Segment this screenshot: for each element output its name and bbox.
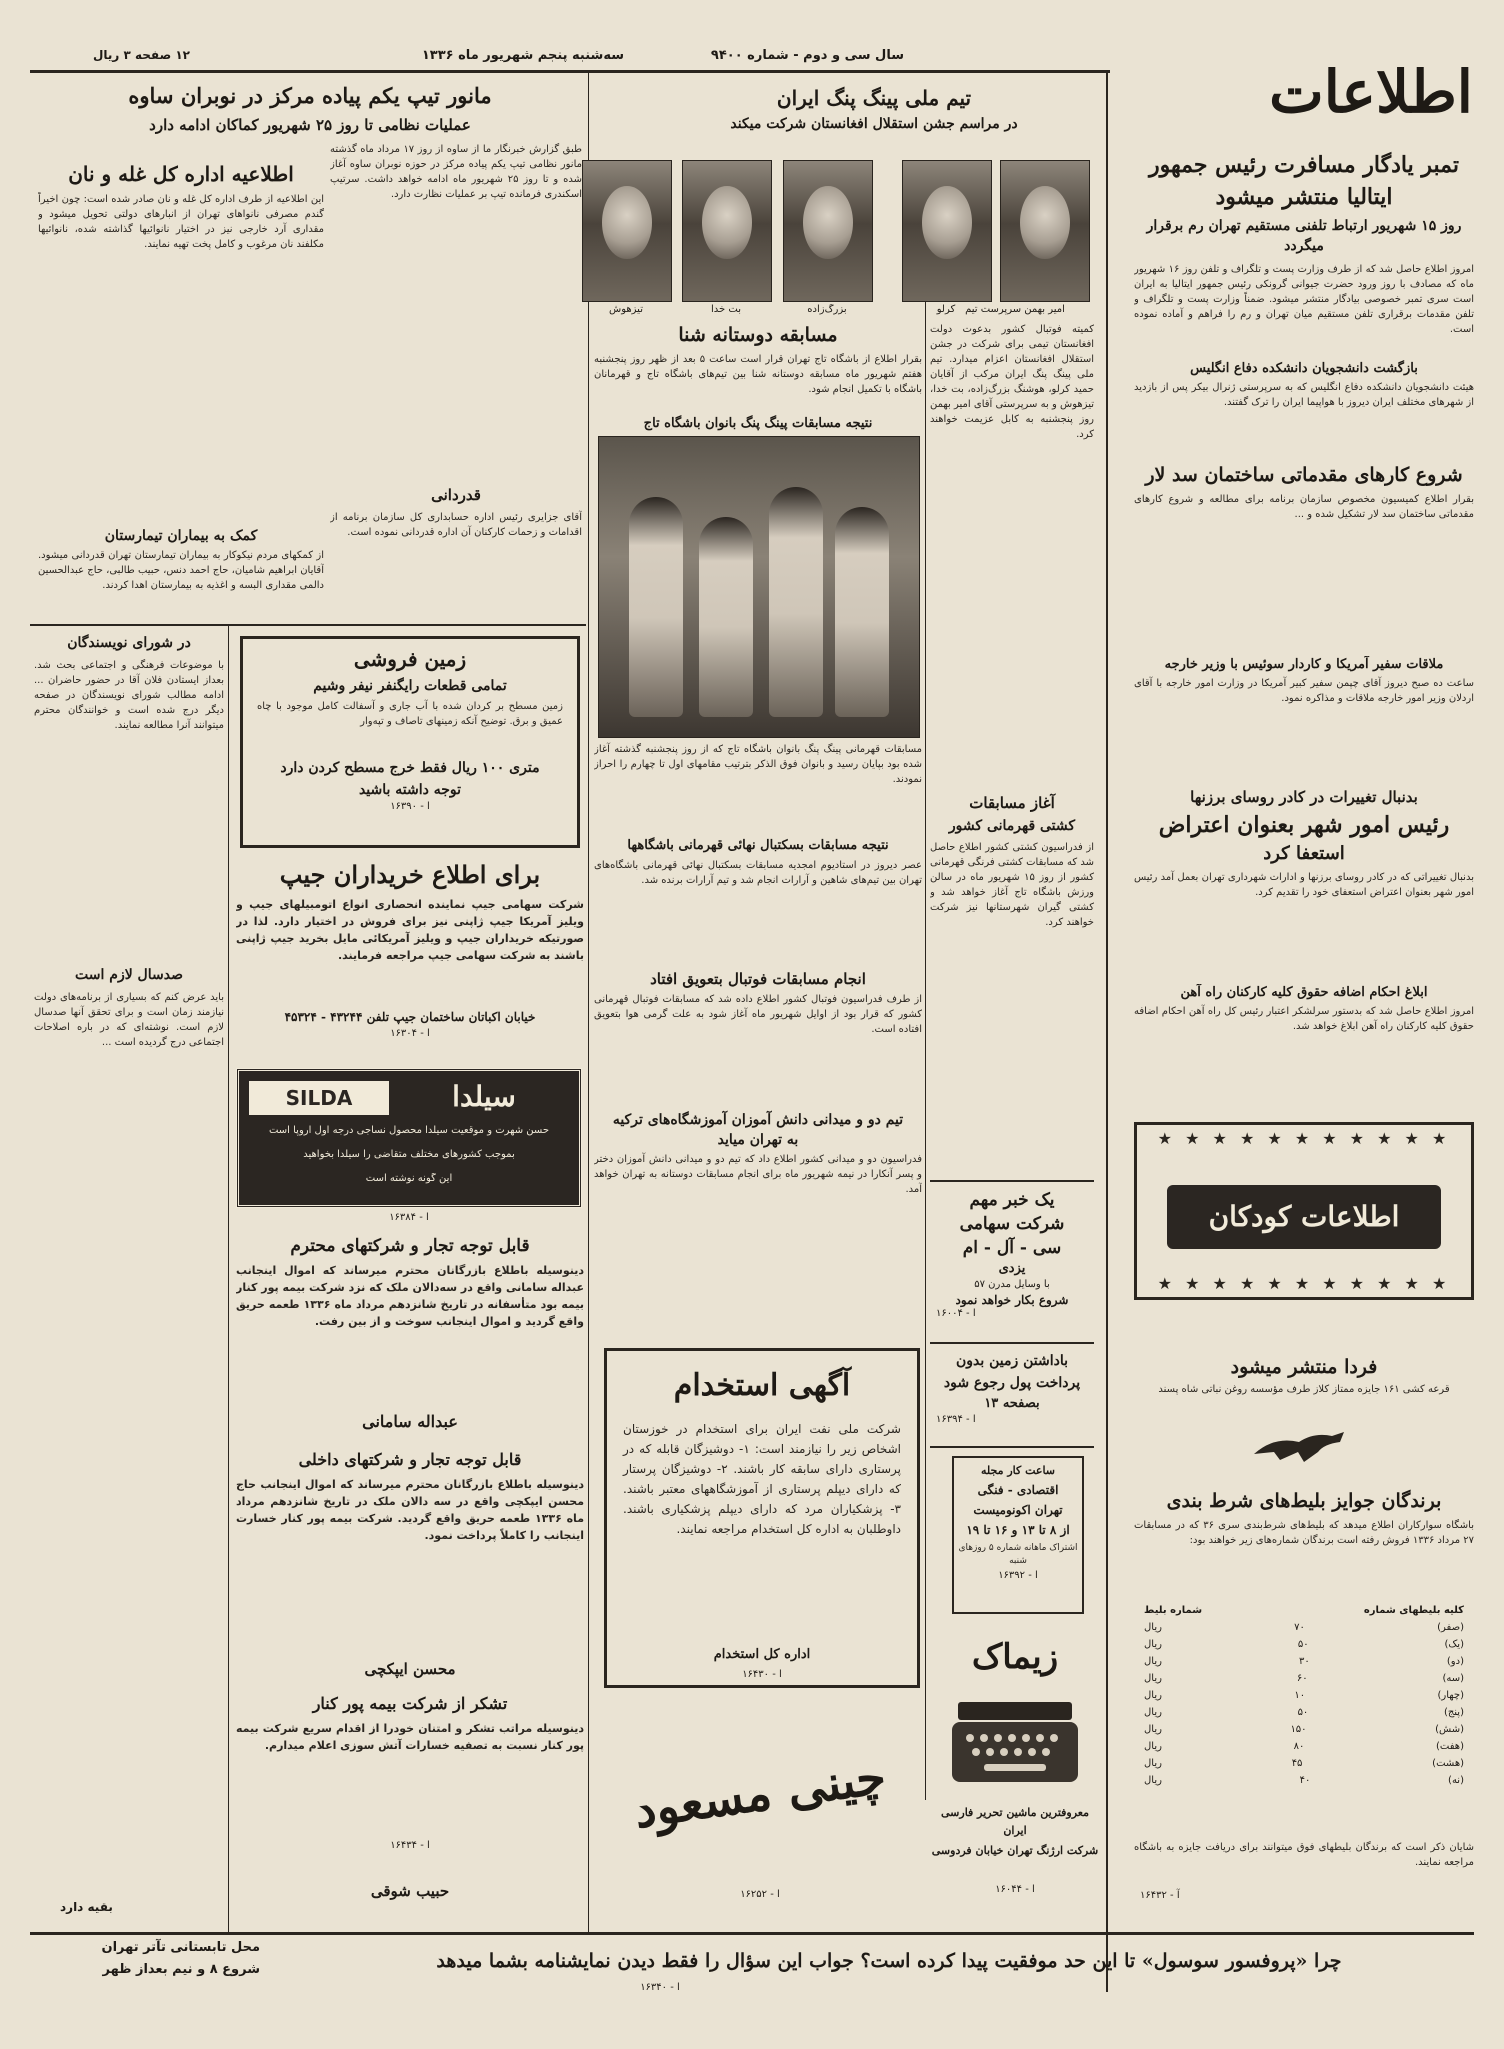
cinema-banner-main: چرا «پروفسور سوسول» تا این حد موفقیت پیدا کرده است؟ جواب این سؤال را فقط دیدن نمایشنامه بشما میدهد — [436, 1950, 1342, 1972]
team-photo-1 — [1000, 160, 1090, 302]
mashhad-ad-line-1: یک خبر مهم — [969, 1190, 1055, 1210]
lottery-footer: شایان ذکر است که برندگان بلیطهای فوق میتوانند برای دریافت جایزه به باشگاه مراجعه نمایند. — [1134, 1842, 1474, 1868]
silda-ad-line-3: این گونه نوشته است — [365, 1173, 453, 1184]
silda-ad-brand: سیلدا — [452, 1080, 516, 1113]
issue-date: سه‌شنبه پنجم شهریور ماه ۱۳۳۶ — [421, 48, 624, 63]
silda-ad-code: آ - ۱۶۳۸۴ — [389, 1212, 429, 1223]
column-rule — [228, 625, 229, 1935]
photo-caption-1: امیر بهمن سرپرست تیم — [965, 304, 1065, 315]
land-sale-title: زمین فروشی — [353, 647, 467, 671]
kids-ad-banner — [1167, 1185, 1441, 1249]
wrestling-headline: آغاز مسابقات — [969, 794, 1055, 812]
lottery-row-unit: ریال — [1144, 1724, 1162, 1735]
lottery-row-amount: ۵۰ — [1297, 1707, 1309, 1718]
team-photo-4 — [682, 160, 772, 302]
land-sale-sub: تمامی قطعات رایگنفر نیفر وشیم — [313, 678, 507, 694]
lottery-row-unit: ریال — [1144, 1622, 1162, 1633]
lottery-row-amount: ۳۰ — [1299, 1656, 1310, 1667]
issue-number: سال سی و دوم - شماره ۹۴۰۰ — [710, 48, 904, 63]
lottery-row — [1134, 1738, 1474, 1755]
bottom-rule — [30, 1932, 1474, 1935]
lottery-row-label: (هفت) — [1436, 1741, 1464, 1752]
jeep-ad-title: برای اطلاع خریداران جیپ — [279, 860, 541, 889]
lottery-row-label: (هشت) — [1432, 1758, 1464, 1769]
lottery-row-label: (یک) — [1444, 1639, 1464, 1650]
football-headline: انجام مسابقات فوتبال بتعویق افتاد — [650, 970, 866, 988]
land-sale-ad — [240, 636, 580, 848]
mashhad-ad-line-3: سی - آل - ام — [962, 1238, 1062, 1258]
typewriter-ad-brand: زیماک — [971, 1637, 1059, 1677]
sedlar-headline: شروع کارهای مقدماتی ساختمان سد لار — [1145, 464, 1463, 486]
manoeuvre-subhead: عملیات نظامی تا روز ۲۵ شهریور کماکان ادامه دارد — [149, 116, 471, 134]
lottery-row-label: (دو) — [1446, 1656, 1464, 1667]
notice-2-signature: محسن ایپکچی — [364, 1660, 456, 1678]
mashhad-ad — [930, 1180, 1094, 1344]
lottery-row-label: (پنج) — [1443, 1707, 1464, 1718]
notice-1-body: دینوسیله باطلاع بازرگانان محترم میرساند که اموال اینجانب عبداله سامانی واقع در سه‌دالان ملک که نزد شرکت بیمه پور کنار بیمه بود متأسفانه در تاریخ شانزدهم مرداد ماه ۱۳۳۶ طعمه حریق واقع گردید و اموال اینجانب سوخت و از بین رفت. — [236, 1264, 584, 1328]
cinema-banner-time: شروع ۸ و نیم بعداز ظهر — [102, 1962, 260, 1977]
newspaper-logo: اطلاعات — [1269, 58, 1473, 126]
lottery-row-unit: ریال — [1144, 1639, 1162, 1650]
notice-2-body: دینوسیله باطلاع بازرگانان محترم میرساند که اموال اینجانب حاج محسن ایپکچی واقع در سه دالان ملک در تاریخ شانزدهم مرداد ماه ۱۳۳۶ طعمه حریق واقع گردید. شرکت بیمه پور کنار خسارت اینجانب را کاملاً پرداخت نمود. — [236, 1478, 584, 1542]
economics-ad-line-3: از ۸ تا ۱۳ و ۱۶ تا ۱۹ — [966, 1523, 1070, 1537]
photo-caption-4: بت خدا — [711, 304, 741, 315]
employment-ad-sign: اداره کل استخدام — [713, 1647, 811, 1662]
kids-ad-title: اطلاعات کودکان — [1208, 1200, 1400, 1233]
mayor-subhead: ابلاغ احکام اضافه حقوق کلیه کارکنان راه آهن — [1180, 985, 1428, 1000]
turkey-headline-2: به تهران میاید — [717, 1132, 799, 1148]
lottery-rows — [1134, 1619, 1474, 1789]
notice-1-title: قابل توجه تجار و شرکتهای محترم — [290, 1236, 530, 1256]
column-rule — [1106, 72, 1108, 1992]
photo-caption-2: کرلو — [936, 304, 956, 315]
column-rule — [925, 300, 926, 1800]
lottery-row-amount: ۵۰ — [1297, 1639, 1309, 1650]
mayor-headline-1: بدنبال تغییرات در کادر روسای برزنها — [1190, 788, 1418, 806]
hospital-body: از کمکهای مردم نیکوکار به بیماران تیمارستان تهران قدردانی میشود. آقایان ابراهیم شامیان، حاج احمد دنس، حبیب طالبی، حاج عبدالحسین دالمی مقداری البسه و اغذیه به بیمارستان اهدا کردند. — [38, 550, 324, 591]
friendly-swim-headline: مسابقه دوستانه شنا — [678, 324, 838, 346]
jeep-ad-phone: خیابان اکباتان ساختمان جیپ تلفن ۴۳۲۴۴ - ۴۵۳۲۴ — [284, 1010, 536, 1024]
economics-ad-code: آ - ۱۶۳۹۲ — [998, 1570, 1038, 1581]
notice-3-signature: حبیب شوقی — [370, 1882, 450, 1900]
employment-ad-body: شرکت ملی نفت ایران برای استخدام در خوزستان اشخاص زیر را نیازمند است: ۱- دوشیزگان قابله که در پرستاری دارای سابقه کار باشند. ۲- دوشیزگان پرستار که دارای دیپلم پرستاری از آموزشگاههای معتبر باشند. ۳- پزشکیاران مرد که دارای دیپلم پزشکیاری باشند. داوطلبان به اداره کل استخدام مراجعه نمایند. — [623, 1422, 901, 1536]
lottery-row-amount: ۷۰ — [1294, 1622, 1305, 1633]
lottery-row-label: (سه) — [1442, 1673, 1464, 1684]
lottery-row-label: (چهار) — [1437, 1690, 1464, 1701]
lottery-row-unit: ریال — [1144, 1656, 1162, 1667]
lottery-row-amount: ۴۵ — [1291, 1758, 1303, 1769]
turkey-headline: تیم دو و میدانی دانش آموزان آموزشگاه‌های ترکیه — [612, 1112, 904, 1128]
friendly-swim-body: بقرار اطلاع از باشگاه تاج تهران قرار است ساعت ۵ بعد از ظهر روز پنجشنبه هفتم شهریور ماه مسابقه دوستانه شنا بین تیم‌های باشگاه تاج و قهرمانان باشگاه با تکمیل انجام شود. — [594, 354, 922, 395]
lottery-table — [1134, 1602, 1474, 1834]
mashhad-ad-code: آ - ۱۶۰۰۴ — [936, 1308, 976, 1319]
lottery-row — [1134, 1721, 1474, 1738]
lottery-row — [1134, 1755, 1474, 1772]
italy-subhead: روز ۱۵ شهریور ارتباط تلفنی مستقیم تهران رم برقرار میگردد — [1146, 218, 1462, 254]
typewriter-icon — [948, 1692, 1082, 1792]
italy-body: امروز اطلاع حاصل شد که از طرف وزارت پست و تلگراف و تلفن روز ۱۶ شهریور ماه که مصادف با روز ورود حضرت جیوانی گرونکی رئیس جمهور ایتالیا به ایران است سری تمبر خصوصی بیادگار منتشر میشود. ضمناً وزارت پست و تلگراف و تلفن مقدمات برقراری تلفن مستقیم میان تهران و رم را فراهم و آماده نموده است. — [1134, 264, 1474, 335]
landnote-ad-code: آ - ۱۶۳۹۴ — [936, 1414, 976, 1425]
lottery-row-unit: ریال — [1144, 1758, 1162, 1769]
landnote-ad-line-1: باداشتن زمین بدون — [955, 1353, 1069, 1369]
lottery-intro: باشگاه سوارکاران اطلاع میدهد که بلیط‌های شرط‌بندی سری ۳۶ که در مسابقات ۲۷ مرداد ۱۳۳۶ فروش رفته است برندگان شماره‌های زیر خواهند بود: — [1134, 1520, 1474, 1546]
women-team-photo — [598, 436, 920, 738]
horse-racing-icon — [1244, 1426, 1354, 1466]
lottery-row-amount: ۱۰ — [1294, 1690, 1306, 1701]
continued-note: بقیه دارد — [60, 1900, 113, 1914]
notice-3-code: آ - ۱۶۴۳۴ — [390, 1840, 430, 1851]
thanks-headline: قدردانی — [431, 486, 481, 504]
football-body: از طرف فدراسیون فوتبال کشور اطلاع داده شد که مسابقات فوتبال قهرمانی کشور که قرار بود از اوایل شهریور ماه آغاز شود به علت گرمی هوا بتعویق افتاده است. — [594, 994, 922, 1035]
mashhad-ad-body: با وسایل مدرن ۵۷ — [974, 1279, 1050, 1290]
lottery-row-label: (صفر) — [1437, 1622, 1464, 1633]
kids-ad-stars: ★ ★ ★ ★ ★ ★ ★ ★ ★ ★ ★ — [1157, 1129, 1451, 1148]
lottery-row-unit: ریال — [1144, 1775, 1162, 1786]
italy-subhead-2: بازگشت دانشجویان دانشکده دفاع انگلیس — [1190, 361, 1418, 376]
china-masoud-ad — [600, 1708, 920, 1904]
lottery-row-unit: ریال — [1144, 1741, 1162, 1752]
lottery-row-amount: ۶۰ — [1296, 1673, 1308, 1684]
china-masoud-brand: چینی مسعود — [630, 1748, 890, 1840]
column-rule — [588, 72, 589, 1932]
economics-ad-line-4: اشتراک ماهانه شماره ۵ روزهای شنبه — [958, 1543, 1078, 1566]
italy-headline-1: تمبر یادگار مسافرت رئیس جمهور — [1148, 152, 1460, 178]
turkey-body: فدراسیون دو و میدانی کشور اطلاع داد که تیم دو و میدانی دانش آموزان دختر و پسر آنکارا در نیمه شهریور ماه برای انجام مسابقات دوستانه به تهران خواهد آمد. — [594, 1154, 922, 1195]
team-photo-2 — [902, 160, 992, 302]
afghan-body: کمیته فوتبال کشور بدعوت دولت افغانستان تیمی برای شرکت در جشن استقلال افغانستان اعزام میدارد. تیم ملی پینگ پنگ ایران مرکب از آقایان حمید کرلو، هوشنگ بزرگ‌زاده، بت خدا، تیزهوش و به سرپرستی آقای امیر بهمن روز پنجشنبه به کابل عزیمت خواهند کرد. — [930, 324, 1094, 440]
lottery-row — [1134, 1772, 1474, 1789]
economics-ad-line-0: ساعت کار مجله — [980, 1464, 1056, 1477]
sedlar-body-2: ساعت ده صبح دیروز آقای چپمن سفیر کبیر آمریکا در وزارت امور خارجه با آقای اردلان وزیر امور خارجه ملاقات و مذاکره نمود. — [1134, 678, 1474, 704]
silda-ad-line-2: بموجب کشورهای مختلف متقاضی را سیلدا بخواهید — [303, 1149, 515, 1160]
team-photo-3 — [783, 160, 873, 302]
wrestling-headline-2: کشتی قهرمانی کشور — [948, 818, 1076, 834]
lottery-header-left: شماره بلیط — [1144, 1605, 1203, 1616]
land-sale-note: توجه داشته باشید — [358, 782, 462, 798]
wrestling-body: از فدراسیون کشتی کشور اطلاع حاصل شد که مسابقات کشتی فرنگی قهرمانی کشور از روز ۱۵ شهریور ماه در سالن ورزش باشگاه تاج آغاز خواهد شد و کشتی گیران شهرستانها نیز شرکت خواهند کرد. — [930, 842, 1094, 928]
writers-body: با موضوعات فرهنگی و اجتماعی بحث شد. بعداز ایستادن فلان آقا در حضور حاضران ... ادامه مطالب شورای نویسندگان در صفحه دیگر درج شده است و خوانندگان محترم میتوانند آنرا مطالعه نمایند. — [34, 660, 224, 731]
lottery-row — [1134, 1704, 1474, 1721]
typewriter-ad — [930, 1632, 1100, 1912]
mashhad-ad-line-2: شرکت سهامی — [959, 1214, 1065, 1234]
italy-headline-2: ایتالیا منتشر میشود — [1215, 184, 1393, 210]
section-rule — [30, 624, 586, 626]
land-sale-price: متری ۱۰۰ ریال فقط خرج مسطح کردن دارد — [280, 760, 540, 776]
lottery-row-amount: ۸۰ — [1293, 1741, 1305, 1752]
jeep-ad-code: آ - ۱۶۳۰۴ — [390, 1028, 430, 1039]
lottery-row — [1134, 1636, 1474, 1653]
photo-caption-3: بزرگ‌زاده — [807, 304, 847, 315]
kids-ad-stars-bottom: ★ ★ ★ ★ ★ ★ ★ ★ ★ ★ ★ — [1157, 1274, 1451, 1293]
thanks-body: آقای جزایری رئیس اداره حسابداری کل سازمان برنامه از اقدامات و زحمات کارکنان آن اداره قدردانی نموده است. — [330, 512, 582, 538]
employment-ad-code: آ - ۱۶۴۳۰ — [742, 1669, 782, 1680]
lottery-row — [1134, 1670, 1474, 1687]
sedlar-body: بقرار اطلاع کمیسیون مخصوص سازمان برنامه برای مطالعه و شروع کارهای مقدماتی ساختمان سد لار تشکیل شده و ... — [1134, 494, 1474, 520]
women-pingpong-headline: نتیجه مسابقات پینگ پنگ بانوان باشگاه تاج — [643, 416, 873, 431]
landnote-ad — [930, 1350, 1094, 1448]
basket-body: عصر دیروز در استادیوم امجدیه مسابقات بسکتبال نهائی قهرمانی باشگاه‌های تهران بین تیم‌های شاهین و آرارات انجام شد و تیم آرارات برنده شد. — [594, 860, 922, 886]
team-photo-5 — [582, 160, 672, 302]
mashhad-ad-line-4: یزدی — [998, 1261, 1026, 1276]
lottery-row-label: (نه) — [1448, 1775, 1464, 1786]
notice-3-body: دینوسیله مراتب تشکر و امتنان خودرا از اقدام سریع شرکت بیمه پور کنار نسبت به تصفیه خسارات آتش سوزی اعلام میدارم. — [236, 1722, 584, 1752]
manoeuvre-headline: مانور تیپ یکم پیاده مرکز در نوبران ساوه — [128, 83, 492, 108]
silda-ad-line-1: حسن شهرت و موقعیت سیلدا محصول نساجی درجه اول اروپا است — [268, 1125, 550, 1136]
silda-ad-latin: SILDA — [249, 1081, 389, 1115]
notice-2-title: قابل توجه تجار و شرکتهای داخلی — [298, 1450, 522, 1469]
kids-ad-line-2: قرعه کشی ۱۶۱ جایزه ممتاز کلاز طرف مؤسسه روغن نباتی شاه پسند — [1158, 1384, 1450, 1395]
women-pingpong-body: مسابقات قهرمانی پینگ پنگ بانوان باشگاه تاج که از روز پنجشنبه گذشته آغاز شده بود بپایان رسید و بانوان فوق الذکر بترتیب مقامهای اول تا چهارم را احراز نمودند. — [594, 744, 922, 785]
writers-headline: در شورای نویسندگان — [67, 635, 191, 651]
lottery-table-header — [1134, 1602, 1474, 1619]
land-sale-body: زمین مسطح بر کردان شده با آب جاری و آسفالت کامل موجود با چاه عمیق و برق. توضیح آنکه زمینهای تاصاف و تپه‌وار — [257, 701, 563, 727]
economics-ad-line-2: تهران اکونومیست — [973, 1503, 1063, 1517]
grain-headline: اطلاعیه اداره کل غله و نان — [68, 162, 294, 186]
hajj-body: باید عرض کنم که بسیاری از برنامه‌های دولت نیازمند زمان است و برای تحقق آنها صدسال لازم است. نوشته‌ای که در باره اصلاحات اجتماعی درج گردیده است ... — [34, 992, 224, 1048]
issue-price: ۱۲ صفحه ۳ ریال — [92, 48, 190, 62]
mayor-body: بدنبال تغییراتی که در کادر روسای برزنها و ادارات شهرداری تهران بعمل آمد رئیس امور شهر بعنوان اعتراض استعفای خود را تقدیم کرد. — [1134, 872, 1474, 898]
silda-ad — [236, 1068, 582, 1208]
lottery-row — [1134, 1653, 1474, 1670]
mayor-body-2: امروز اطلاع حاصل شد که بدستور سرلشکر اعتبار رئیس کل راه آهن احکام اضافه حقوق کلیه کارکنان راه آهن ابلاغ خواهد شد. — [1134, 1006, 1474, 1032]
economics-ad — [952, 1456, 1084, 1614]
lottery-row-label: (شش) — [1435, 1724, 1464, 1735]
lottery-header-right: کلیه بلیطهای شماره — [1363, 1605, 1464, 1616]
lottery-title: برندگان جوایز بلیط‌های شرط بندی — [1166, 1490, 1442, 1512]
lottery-row — [1134, 1687, 1474, 1704]
employment-ad — [604, 1348, 920, 1688]
sedlar-subhead: ملاقات سفیر آمریکا و کاردار سوئیس با وزیر خارجه — [1164, 657, 1444, 672]
lottery-row-unit: ریال — [1144, 1690, 1162, 1701]
photo-caption-5: تیزهوش — [609, 304, 643, 315]
jeep-ad-body: شرکت سهامی جیپ نماینده انحصاری انواع اتومبیلهای جیپ و ویلیز آمریکا جیپ ژاپنی نیز برای فروش در اختیار دارد. لذا در صورتیکه خریداران جیپ و ویلیز آمریکائی مایل بخرید جیپ ژاپنی باشند به شرکت سهامی جیپ مراجعه فرمایند. — [236, 898, 584, 962]
notice-3-title: تشکر از شرکت بیمه پور کنار — [312, 1694, 508, 1713]
pingpong-subhead: در مراسم جشن استقلال افغانستان شرکت میکند — [730, 116, 1018, 132]
kids-ad-line-1: فردا منتشر میشود — [1230, 1356, 1378, 1378]
typewriter-ad-line-1: معروفترین ماشین تحریر فارسی ایران — [941, 1806, 1089, 1837]
mayor-headline-3: استعفا کرد — [1263, 843, 1345, 864]
employment-ad-title: آگهی استخدام — [673, 1368, 851, 1403]
cinema-banner-place: محل تابستانی تآتر تهران — [101, 1940, 260, 1955]
italy-body-2: هیئت دانشجویان دانشکده دفاع انگلیس که به سرپرستی ژنرال بیکر پس از بازدید از شهرهای مختلف ایران دیروز با هواپیما ایران را ترک گفتند. — [1134, 382, 1474, 408]
kids-ad — [1134, 1122, 1474, 1300]
hajj-headline: صدسال لازم است — [75, 967, 183, 983]
land-sale-code: آ - ۱۶۳۹۰ — [390, 801, 430, 812]
mayor-headline-2: رئیس امور شهر بعنوان اعتراض — [1158, 812, 1450, 838]
pingpong-headline: تیم ملی پینگ پنگ ایران — [776, 86, 972, 110]
landnote-ad-line-3: بصفحه ۱۳ — [984, 1396, 1040, 1411]
lottery-row-amount: ۴۰ — [1299, 1775, 1311, 1786]
china-masoud-code: آ - ۱۶۲۵۲ — [740, 1889, 780, 1900]
economics-ad-line-1: اقتصادی - فنگی — [977, 1483, 1059, 1497]
lottery-row — [1134, 1619, 1474, 1636]
notice-1-signature: عبداله سامانی — [362, 1412, 458, 1431]
mashhad-ad-line-5: شروع بکار خواهد نمود — [955, 1293, 1069, 1307]
manoeuvre-body: طبق گزارش خبرنگار ما از ساوه از روز ۱۷ مرداد ماه گذشته مانور نظامی تیپ یکم پیاده مرکز در حوزه نوبران ساوه آغاز شده و تا روز ۲۵ شهریور ماه ادامه خواهد داشت. سرتیپ اسکندری فرمانده تیپ بر عملیات نظارت دارد. — [330, 144, 582, 200]
grain-body: این اطلاعیه از طرف اداره کل غله و نان صادر شده است: چون اخیراً گندم مصرفی نانواهای تهران از انبارهای دولتی تحویل میشود و مقداری آرد خارجی نیز در اختیار نانوائیها گذاشته شده، نانوائیها مکلفند نان مرغوب و کامل پخت تهیه نمایند. — [38, 194, 324, 250]
masthead-rule — [30, 70, 1110, 73]
lottery-code: آ - ۱۶۴۳۲ — [1140, 1890, 1180, 1901]
lottery-row-amount: ۱۵۰ — [1290, 1724, 1307, 1735]
hospital-headline: کمک به بیماران تیمارستان — [104, 528, 258, 544]
cinema-banner-code: آ - ۱۶۳۴۰ — [640, 1982, 680, 1993]
landnote-ad-line-2: پرداخت پول رجوع شود — [943, 1375, 1081, 1391]
lottery-row-unit: ریال — [1144, 1673, 1162, 1684]
typewriter-ad-line-2: شرکت ارژنگ تهران خیابان فردوسی — [931, 1844, 1099, 1857]
basket-headline: نتیجه مسابقات بسکتبال نهائی قهرمانی باشگاهها — [627, 838, 889, 853]
lottery-row-unit: ریال — [1144, 1707, 1162, 1718]
typewriter-ad-code: آ - ۱۶۰۴۴ — [995, 1884, 1035, 1895]
